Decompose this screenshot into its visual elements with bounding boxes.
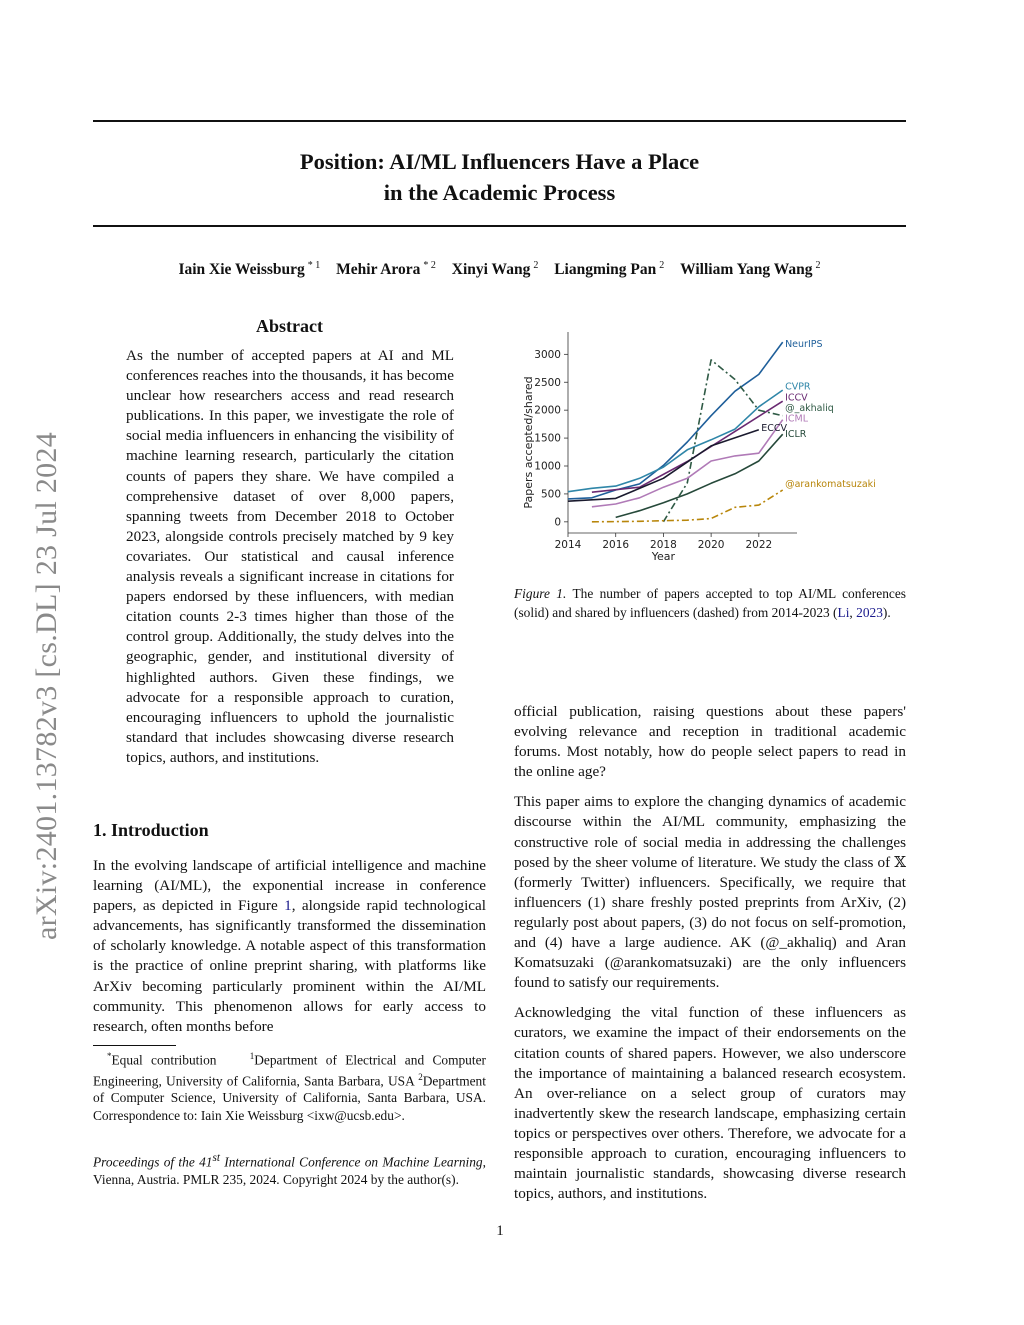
footnote-mark: 2 (418, 1071, 423, 1082)
series-line-neurips (568, 342, 783, 499)
series-label: ECCV (761, 422, 787, 434)
series-label: ICCV (785, 392, 808, 404)
caption-label: Figure 1. (514, 586, 567, 601)
paragraph: This paper aims to explore the changing dynamics of academic discourse within the AI/ML community, emphasizing the constructive role of social media in addressing the challenges posed by the sheer volume of literature. We study the class of 𝕏 (formerly Twitter) influencers. Specifically, we require that influencers (1) share freshly posted preprints from ArXiv, (2) regularly post about papers, (3) do not focus on self-promotion, and (4) have a large audience. AK (@_akhaliq) and Aran Komatsuzaki (@arankomatsuzaki) are the only influencers found to satisfy our requirements. (514, 793, 906, 992)
arxiv-identifier: arXiv:2401.13782v3 [cs.DL] 23 Jul 2024 (30, 431, 63, 940)
caption-text: The number of papers accepted to top AI/ML conferences (solid) and shared by influencers (dashed) from 2014-2023 ( (514, 586, 906, 620)
y-tick-label: 0 (554, 516, 561, 529)
introduction-body (93, 856, 486, 1037)
right-column-body (514, 702, 906, 1214)
series-label: NeurIPS (785, 339, 823, 351)
paragraph: official publication, raising questions about these papers' evolving relevance and reception in traditional academic forums. Most notably, how do people select papers to read in the online age? (514, 703, 906, 781)
x-tick-label: 2014 (554, 539, 582, 551)
abstract-heading: Abstract (256, 316, 323, 336)
series-label: CVPR (785, 381, 811, 393)
footnote-rule (93, 1045, 176, 1046)
intro-text-part: In the evolving landscape of artificial intelligence and machine learning (AI/ML), the exponential increase in conference papers, as depicted in Figure (93, 857, 486, 915)
author: Mehir Arora $^{* 2}$ (336, 260, 436, 279)
paragraph: Acknowledging the vital function of these influencers as curators, we examine the impact of their endorsements on the citation counts of shared papers. However, we also underscore the importance of maintaining a balanced research ecosystem. An over-reliance on a select group of curators may inadvertently skew the research landscape, emphasizing certain topics or perspectives over others. Therefore, we advocate for a responsible approach to curation, encouraging influencers to maintain journalistic standards, showcasing diverse research topics, authors, and institutions. (514, 1004, 906, 1203)
y-axis-label: Papers accepted/shared (522, 376, 535, 509)
y-tick-label: 2000 (534, 404, 561, 417)
y-tick-label: 3000 (534, 348, 561, 361)
figure-caption: Figure 1. The number of papers accepted to top AI/ML conferences (solid) and shared by influencers (dashed) from 2014-2023 (Li, 2023). (514, 586, 906, 620)
x-tick-label: 2016 (602, 539, 630, 551)
x-tick-label: 2022 (745, 539, 773, 551)
author: William Yang Wang $^2$ (680, 260, 821, 279)
affiliation-2: Department of Computer Science, University of California, Santa Barbara, USA. Correspondence to: Iain Xie Weissburg <ixw@ucsb.edu>. (93, 1073, 486, 1123)
author-list (93, 260, 906, 279)
proceedings-italic: International Conference on Machine Learning (219, 1154, 483, 1170)
series-label: @_akhaliq (785, 402, 834, 414)
proceedings-number: 41 (199, 1154, 213, 1170)
footnote-mark: * (107, 1051, 112, 1061)
y-tick-label: 1000 (534, 460, 561, 473)
y-tick-label: 500 (540, 488, 561, 501)
introduction-heading: 1. Introduction (93, 820, 209, 840)
series-line-cvpr (568, 390, 783, 492)
proceedings-detail: , Vienna, Austria. PMLR 235, 2024. Copyright 2024 by the author(s). (93, 1154, 486, 1187)
y-tick-label: 1500 (534, 432, 561, 445)
abstract-body: As the number of accepted papers at AI and ML conferences reaches into the thousands, it has become unclear how researchers access and read research publications. In this paper, we investigate the role of social media influencers in enhancing the visibility of machine learning research, particularly the citation counts of papers they share. We have compiled a comprehensive dataset of over 8,000 papers, spanning tweets from December 2018 to October 2023, alongside controls precisely matched by 9 key covariates. Our statistical and causal inference analysis reveals a significant increase in citations for papers endorsed by these influencers, with median citation counts 2-3 times higher than those of the control group. Additionally, the study delves into the geographic, gender, and institutional diversity of highlighted authors. Given these findings, we advocate for a responsible approach to curation, encouraging influencers to uphold the journalistic standard that includes showcasing diverse research topics, authors, and institutions. (126, 347, 454, 766)
y-tick-label: 2500 (534, 376, 561, 389)
author: Iain Xie Weissburg $^{* 1}$ (178, 260, 321, 279)
author: Xinyi Wang $^2$ (451, 260, 539, 279)
citation-year-link[interactable]: 2023 (856, 604, 883, 620)
footnote (93, 1048, 486, 1124)
proceedings-italic: Proceedings of the (93, 1154, 200, 1170)
author: Liangming Pan $^2$ (554, 260, 665, 279)
footnote-mark: 1 (249, 1051, 255, 1061)
x-tick-label: 2018 (650, 539, 677, 551)
bottom-title-rule (93, 225, 906, 227)
proceedings-note (93, 1150, 486, 1188)
affiliation-1: Department of Electrical and Computer Engineering, University of California, Santa Barbara, USA (93, 1052, 487, 1089)
top-rule (93, 120, 906, 122)
conference-papers-chart (512, 324, 904, 563)
caption-end: ). (882, 604, 891, 620)
figure-reference-link[interactable]: 1 (284, 897, 292, 915)
series-label: ICML (785, 413, 809, 425)
paper-title (93, 146, 906, 208)
series-label: ICLR (785, 429, 807, 441)
proceedings-suffix: st (212, 1152, 220, 1164)
page-number: 1 (496, 1223, 504, 1239)
title-line-1: Position: AI/ML Influencers Have a Place (299, 149, 700, 174)
intro-text-part: , alongside rapid technological advancements, has significantly transformed the dissemination of scholarly knowledge. A notable aspect of this transformation is the practice of online preprint sharing, with platforms like ArXiv becoming particularly prominent within the AI/ML community. This phenomenon allows for early access to research, often months before (93, 897, 486, 1035)
series-label: @arankomatsuzaki (785, 478, 876, 490)
title-line-2: in the Academic Process (383, 180, 616, 205)
equal-contribution-note: Equal contribution (111, 1052, 217, 1068)
x-axis-label: Year (651, 550, 676, 563)
x-tick-label: 2020 (697, 539, 725, 551)
citation-link[interactable]: Li (837, 604, 850, 620)
series-line-arankomatsuzaki (592, 490, 783, 522)
series-line-akhaliq (663, 360, 782, 522)
